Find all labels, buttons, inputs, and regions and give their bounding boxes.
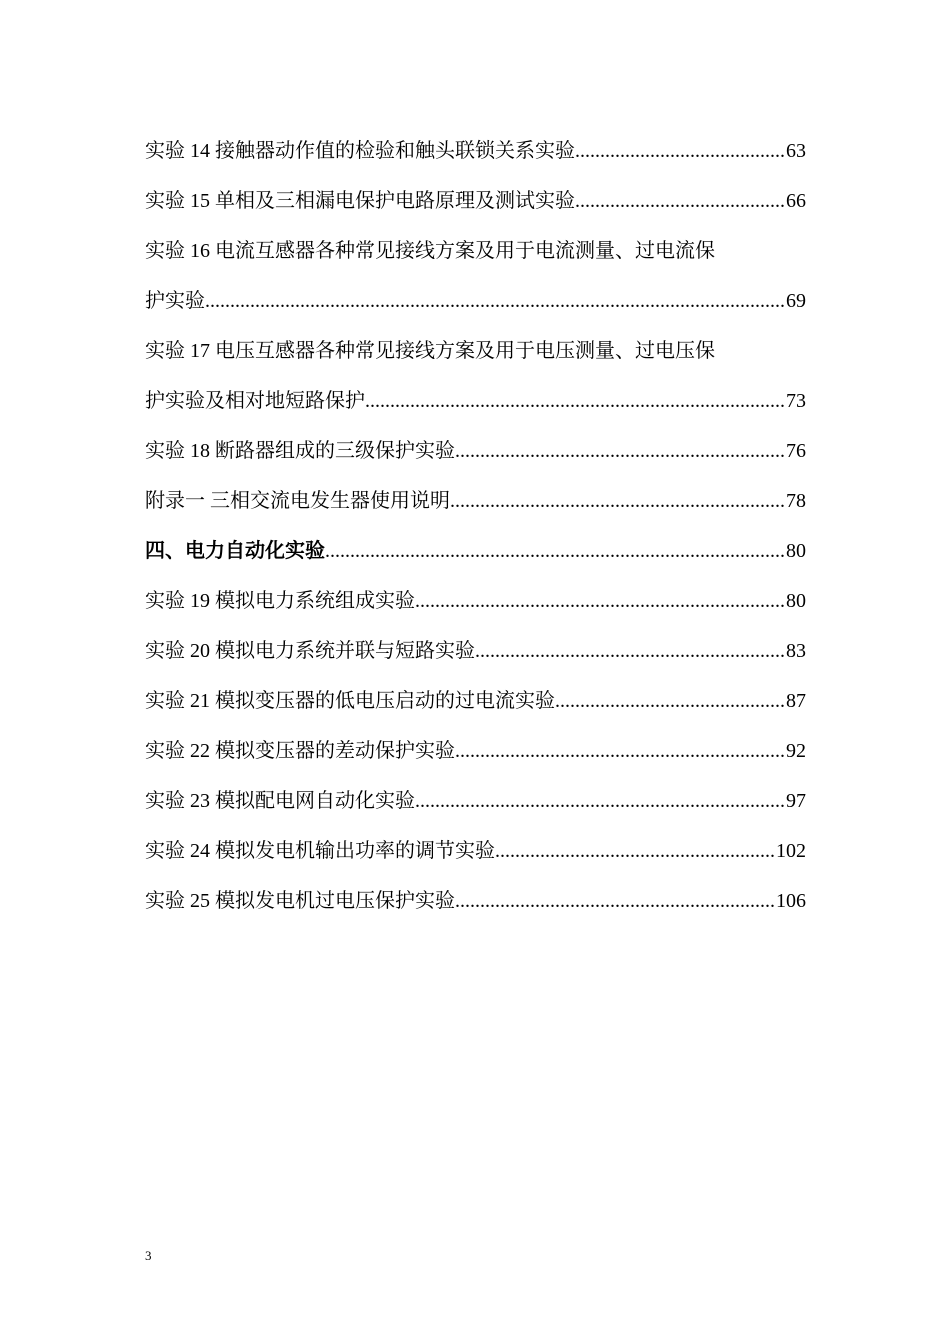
toc-leader-dots bbox=[325, 526, 786, 576]
toc-entry-exp23[interactable] bbox=[145, 776, 806, 826]
toc-entry-title: 实验 21 模拟变压器的低电压启动的过电流实验 bbox=[145, 690, 555, 712]
table-of-contents bbox=[145, 126, 806, 926]
toc-entry-page: 87 bbox=[786, 690, 806, 712]
toc-entry-title: 附录一 三相交流电发生器使用说明 bbox=[145, 490, 450, 512]
toc-entry-exp25[interactable] bbox=[145, 876, 806, 926]
toc-entry-title: 实验 16 电流互感器各种常见接线方案及用于电流测量、过电流保 bbox=[145, 240, 715, 262]
toc-leader-dots bbox=[450, 476, 786, 526]
toc-entry-title: 实验 19 模拟电力系统组成实验 bbox=[145, 590, 415, 612]
toc-leader-dots bbox=[495, 826, 776, 876]
toc-entry-exp21[interactable] bbox=[145, 676, 806, 726]
toc-entry-page: 73 bbox=[786, 390, 806, 412]
toc-entry-title: 实验 23 模拟配电网自动化实验 bbox=[145, 790, 415, 812]
toc-entry-exp24[interactable] bbox=[145, 826, 806, 876]
toc-entry-title: 护实验 bbox=[145, 290, 205, 312]
toc-entry-title: 实验 20 模拟电力系统并联与短路实验 bbox=[145, 640, 475, 662]
toc-entry-title: 实验 24 模拟发电机输出功率的调节实验 bbox=[145, 840, 495, 862]
toc-entry-page: 69 bbox=[786, 290, 806, 312]
toc-entry-page: 78 bbox=[786, 490, 806, 512]
toc-entry-title: 实验 18 断路器组成的三级保护实验 bbox=[145, 440, 455, 462]
toc-leader-dots bbox=[365, 376, 786, 426]
toc-leader-dots bbox=[555, 676, 786, 726]
toc-entry-title: 实验 25 模拟发电机过电压保护实验 bbox=[145, 890, 455, 912]
footer-page-number: 3 bbox=[145, 1248, 152, 1263]
toc-entry-title: 实验 17 电压互感器各种常见接线方案及用于电压测量、过电压保 bbox=[145, 340, 715, 362]
toc-section-title: 四、电力自动化实验 bbox=[145, 540, 325, 562]
toc-entry-exp14[interactable] bbox=[145, 126, 806, 176]
toc-entry-exp16-line2[interactable] bbox=[145, 276, 806, 326]
toc-entry-page: 106 bbox=[776, 890, 806, 912]
toc-leader-dots bbox=[575, 126, 786, 176]
toc-entry-title: 实验 14 接触器动作值的检验和触头联锁关系实验 bbox=[145, 140, 575, 162]
toc-entry-exp17-line1[interactable] bbox=[145, 326, 806, 376]
toc-entry-title: 实验 22 模拟变压器的差动保护实验 bbox=[145, 740, 455, 762]
toc-entry-page: 63 bbox=[786, 140, 806, 162]
toc-entry-page: 80 bbox=[786, 590, 806, 612]
toc-entry-page: 80 bbox=[786, 540, 806, 562]
toc-entry-title: 护实验及相对地短路保护 bbox=[145, 390, 365, 412]
toc-entry-exp15[interactable] bbox=[145, 176, 806, 226]
toc-entry-exp18[interactable] bbox=[145, 426, 806, 476]
toc-entry-exp22[interactable] bbox=[145, 726, 806, 776]
toc-leader-dots bbox=[475, 626, 786, 676]
toc-section-power-automation[interactable] bbox=[145, 526, 806, 576]
toc-leader-dots bbox=[455, 876, 776, 926]
toc-entry-exp19[interactable] bbox=[145, 576, 806, 626]
toc-leader-dots bbox=[415, 576, 786, 626]
toc-leader-dots bbox=[455, 726, 786, 776]
toc-leader-dots bbox=[575, 176, 786, 226]
toc-entry-page: 97 bbox=[786, 790, 806, 812]
toc-entry-page: 102 bbox=[776, 840, 806, 862]
toc-entry-page: 76 bbox=[786, 440, 806, 462]
toc-entry-page: 83 bbox=[786, 640, 806, 662]
toc-entry-page: 92 bbox=[786, 740, 806, 762]
toc-leader-dots bbox=[455, 426, 786, 476]
toc-leader-dots bbox=[205, 276, 786, 326]
toc-entry-exp20[interactable] bbox=[145, 626, 806, 676]
toc-entry-appendix1[interactable] bbox=[145, 476, 806, 526]
toc-entry-page: 66 bbox=[786, 190, 806, 212]
toc-entry-exp16-line1[interactable] bbox=[145, 226, 806, 276]
toc-entry-exp17-line2[interactable] bbox=[145, 376, 806, 426]
toc-leader-dots bbox=[415, 776, 786, 826]
toc-entry-title: 实验 15 单相及三相漏电保护电路原理及测试实验 bbox=[145, 190, 575, 212]
